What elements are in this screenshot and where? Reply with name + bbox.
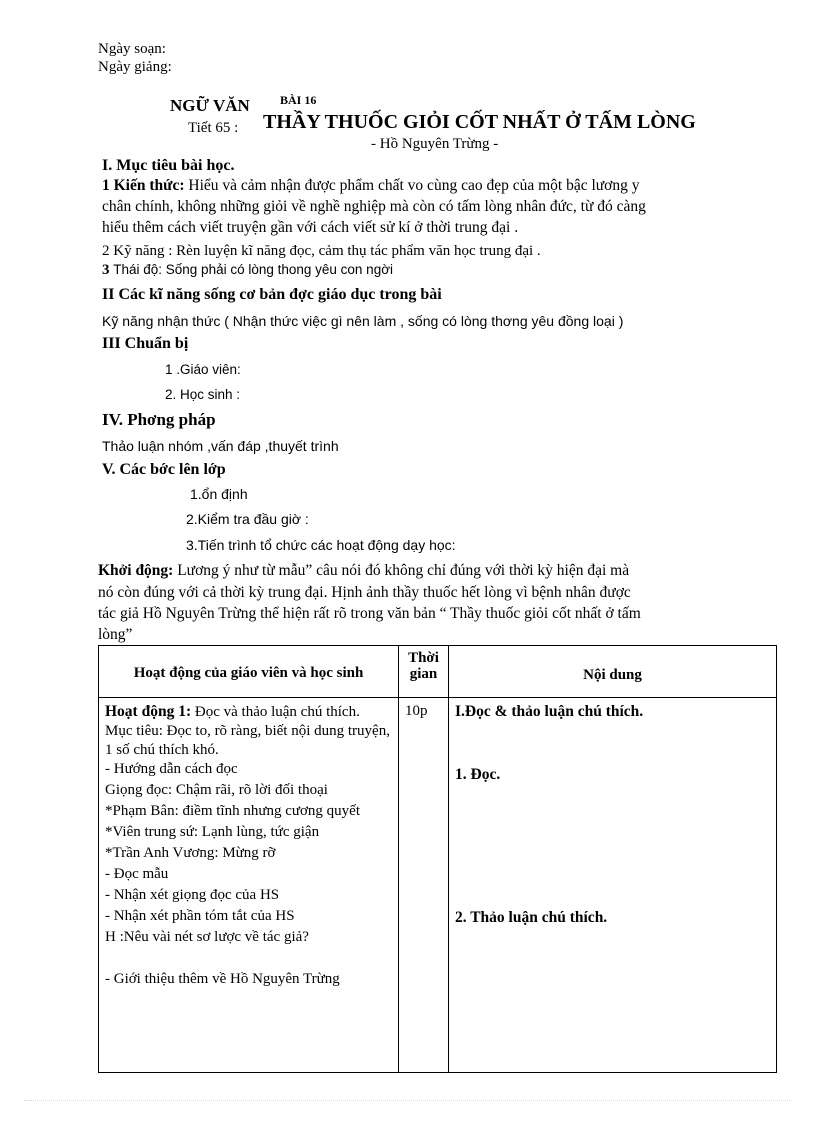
- life-skills-text: Kỹ năng nhận thức ( Nhận thức việc gì nên làm , sống có lòng thơng yêu đồng loại ): [102, 313, 624, 329]
- skills-label: 2 Kỹ năng :: [102, 243, 173, 259]
- subject-label: NGỮ VĂN: [170, 96, 250, 115]
- header-time: [399, 646, 449, 698]
- page-bottom-divider: [24, 1100, 792, 1101]
- header-content-label: Nội dung: [583, 667, 642, 683]
- activity-line: - Nhận xét phần tóm tắt của HS: [105, 908, 295, 924]
- date-prepared: Ngày soạn:: [98, 41, 166, 57]
- header-time-label: Thời gian: [408, 650, 439, 682]
- methods-text: Thảo luận nhóm ,vấn đáp ,thuyết trình: [102, 438, 339, 454]
- section-methods: IV. Phơng pháp: [102, 410, 216, 429]
- knowledge-text-3: hiểu thêm cách viết truyện gần với cách viết sử kí ở thời trung đại .: [102, 219, 519, 236]
- section-preparation: III Chuẩn bị: [102, 335, 189, 352]
- activity-line: Giọng đọc: Chậm rãi, rõ lời đối thoại: [105, 782, 328, 798]
- warmup-text-1: Lương ý như từ mẫu” câu nói đó không chỉ đúng với thời kỳ hiện đại mà: [177, 562, 630, 579]
- knowledge-line-1: [102, 177, 640, 196]
- lesson-title: THẦY THUỐC GIỎI CỐT NHẤT Ở TẤM LÒNG: [263, 111, 696, 133]
- activity-heading: [99, 698, 398, 722]
- activity-cell: [99, 698, 399, 1073]
- lesson-table: [98, 645, 777, 1073]
- content-cell: [449, 698, 777, 1073]
- period-label: Tiết 65 :: [188, 120, 239, 136]
- activity-title: Hoạt động 1:: [105, 703, 192, 720]
- author-name: - Hồ Nguyên Trừng -: [371, 136, 499, 152]
- activity-line: H :Nêu vài nét sơ lược về tác giả?: [105, 929, 309, 945]
- knowledge-text-2: chân chính, không những giỏi về nghề nghiệp mà còn có tấm lòng nhân đức, từ đó càng: [102, 198, 646, 215]
- skills-text: Rèn luyện kĩ năng đọc, cảm thụ tác phẩm văn học trung đại .: [176, 243, 541, 259]
- student-prep: 2. Học sinh :: [165, 387, 241, 402]
- time-value: 10p: [405, 703, 428, 719]
- header-content: [449, 646, 777, 698]
- activity-line: - Hướng dẫn cách đọc: [105, 761, 238, 777]
- content-notes-discussion: 2. Thảo luận chú thích.: [455, 909, 608, 926]
- section-objectives: I. Mục tiêu bài học.: [102, 157, 235, 174]
- activity-line: - Đọc mẫu: [105, 866, 169, 882]
- activity-title-rest: Đọc và thảo luận chú thích.: [194, 704, 360, 720]
- header-activities: [99, 646, 399, 698]
- knowledge-text-1: Hiểu và cảm nhận được phẩm chất vo cùng cao đẹp của một bậc lương y: [188, 177, 640, 194]
- content-read-discuss: I.Đọc & thảo luận chú thích.: [455, 703, 644, 720]
- warmup-text-4: lòng”: [98, 626, 133, 643]
- activity-line: *Trần Anh Vương: Mừng rỡ: [105, 845, 276, 861]
- step-stabilize: 1.ổn định: [190, 486, 248, 502]
- step-process: 3.Tiến trình tổ chức các hoạt động dạy học:: [186, 537, 456, 553]
- attitude-text: Thái độ: Sống phải có lòng thong yêu con ngời: [113, 262, 394, 277]
- activity-line: *Viên trung sứ: Lạnh lùng, tức giận: [105, 824, 320, 840]
- header-activities-label: Hoạt động của giáo viên và học sinh: [133, 665, 364, 681]
- knowledge-label: 1 Kiến thức:: [102, 177, 185, 194]
- activity-line: Mục tiêu: Đọc to, rõ ràng, biết nội dung truyện, 1 số chú thích khó.: [105, 723, 390, 758]
- activity-line: *Phạm Bân: điềm tĩnh nhưng cương quyết: [105, 803, 360, 819]
- skills-line: [102, 242, 541, 260]
- content-reading: 1. Đọc.: [455, 766, 501, 783]
- lesson-label: BÀI 16: [280, 93, 317, 107]
- attitude-label: 3: [102, 262, 110, 278]
- warmup-text-3: tác giả Hồ Nguyên Trừng thể hiện rất rõ trong văn bản “ Thầy thuốc giỏi cốt nhất ở tấm: [98, 605, 641, 622]
- activity-line: [99, 949, 398, 968]
- time-cell: [399, 698, 449, 1073]
- table-header-row: [99, 646, 777, 698]
- attitude-line: [102, 261, 393, 279]
- step-check: 2.Kiểm tra đầu giờ :: [186, 511, 309, 527]
- warmup-text-2: nó còn đúng với cả thời kỳ trung đại. Hịnh ảnh thầy thuốc hết lòng vì bệnh nhân được: [98, 584, 631, 601]
- section-steps: V. Các bớc lên lớp: [102, 461, 226, 478]
- teacher-prep: 1 .Giáo viên:: [165, 362, 241, 377]
- table-row: [99, 698, 777, 1073]
- activity-list: [99, 722, 398, 989]
- section-life-skills: II Các kĩ năng sống cơ bản đợc giáo dục trong bài: [102, 286, 442, 303]
- activity-line: - Nhận xét giọng đọc của HS: [105, 887, 280, 903]
- activity-line: - Giới thiệu thêm về Hồ Nguyên Trừng: [105, 971, 340, 987]
- date-taught: Ngày giảng:: [98, 59, 172, 75]
- warmup-label: Khởi động:: [98, 562, 174, 579]
- warmup-line-1: [98, 562, 629, 581]
